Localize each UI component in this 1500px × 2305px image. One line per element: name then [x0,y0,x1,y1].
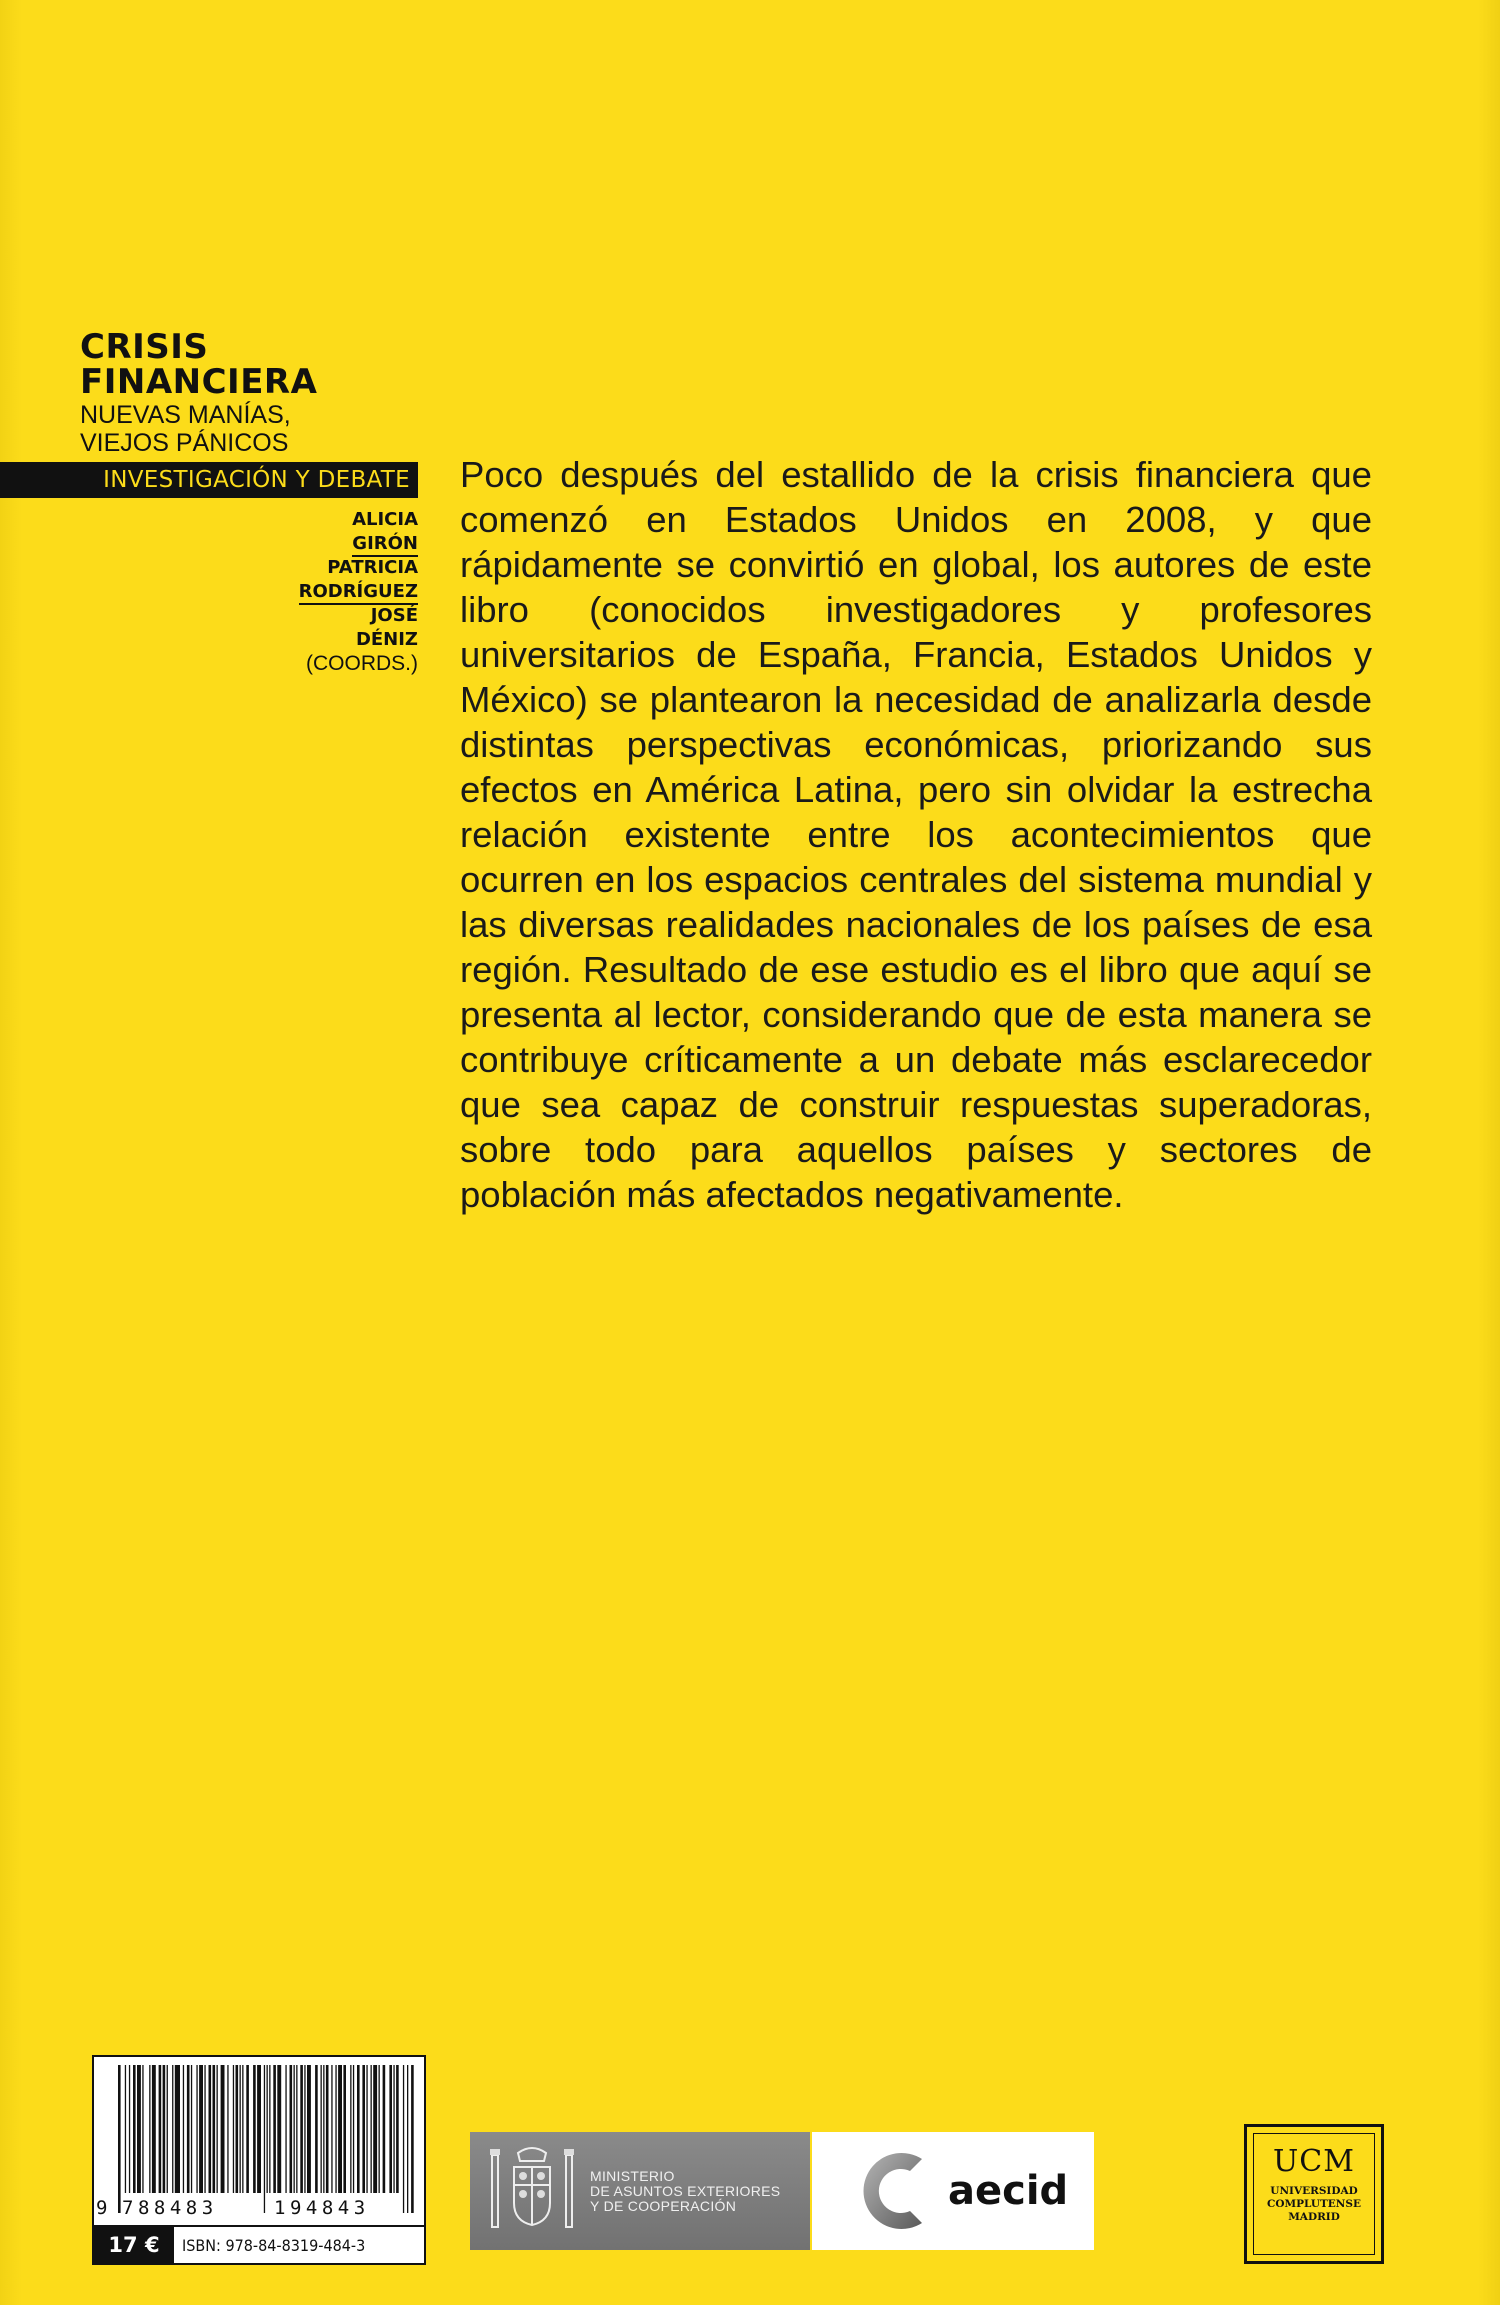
barcode-bar [383,2065,386,2193]
barcode-bar [343,2065,346,2193]
barcode-bar [246,2065,249,2193]
ucm-name [1254,2185,1374,2224]
barcode-bar [296,2065,297,2193]
barcode-bar [240,2065,241,2193]
barcode-bar [371,2065,372,2193]
barcode-bar [273,2065,276,2193]
barcode-bar [335,2065,336,2193]
barcode-bar [175,2065,180,2193]
barcode-bar [264,2065,265,2213]
barcode-bar [403,2065,404,2213]
barcode-bar [257,2065,261,2193]
barcode-bar [199,2065,203,2193]
barcode-bar [152,2065,156,2193]
barcode-bar [196,2065,197,2193]
book-title-line1: CRISIS [80,327,209,367]
ministry-name-line: MINISTERIO [590,2167,675,2184]
barcode-bar [118,2065,121,2213]
barcode-bar [209,2065,212,2193]
barcode-bar [149,2065,150,2193]
ucm-logo [1244,2124,1384,2264]
title-block [80,327,420,457]
barcode-bar [362,2065,365,2193]
book-subtitle-line1: NUEVAS MANÍAS, [80,401,291,429]
barcode-bar [315,2065,318,2193]
ucm-name-line: COMPLUTENSE [1267,2198,1361,2210]
barcode-bar [338,2065,342,2193]
barcode-bar [159,2065,162,2193]
barcode-bar [396,2065,399,2193]
barcode-bar [411,2065,414,2213]
barcode-bar [307,2065,311,2193]
author-first-name: PATRICIA [327,557,418,578]
book-title-line2: FINANCIERA [80,362,318,402]
author-first-name: ALICIA [352,509,418,530]
author-last-name: DÉNIZ [355,629,418,650]
barcode-bar [277,2065,281,2193]
barcode-bar [331,2065,332,2193]
ministry-name-line: DE ASUNTOS EXTERIORES [590,2182,781,2199]
barcode-digit-first: 9 [96,2197,108,2219]
barcode-bar [221,2065,225,2193]
coordinators-label: (COORDS.) [306,652,418,675]
author-last-name: GIRÓN [352,533,418,557]
barcode-digits [94,2195,424,2225]
price-row [94,2225,424,2263]
barcode-bar [294,2065,295,2193]
barcode-bar [129,2065,130,2193]
aecid-logo [812,2132,1094,2250]
ministry-name-line: Y DE COOPERACIÓN [590,2197,737,2214]
aecid-c-icon [852,2141,942,2241]
barcode-bar [267,2065,268,2193]
barcode-bar [304,2065,305,2193]
barcode-bar [236,2065,239,2193]
barcode-bar [269,2065,270,2193]
barcode-bar [137,2065,141,2193]
barcode-bar [407,2065,408,2213]
barcode-digits-left: 788483 [122,2197,218,2219]
barcode-bar [393,2065,394,2193]
ucm-name-line: UNIVERSIDAD [1270,2185,1358,2197]
barcode-box [92,2055,426,2265]
ministry-name [590,2169,780,2214]
barcode-bar [379,2065,380,2193]
barcode-bar [217,2065,218,2193]
isbn: ISBN: 978-84-8319-484-3 [182,2235,366,2255]
coat-of-arms-icon [484,2141,580,2241]
author-last-name: RODRÍGUEZ [299,581,418,605]
barcode-bar [133,2065,136,2193]
book-subtitle-line2: VIEJOS PÁNICOS [80,429,289,457]
barcode-bar [300,2065,303,2193]
barcode-bar [285,2065,286,2193]
barcode-bar [172,2065,173,2193]
barcode-bar [373,2065,377,2193]
aecid-wordmark: aecid [948,2168,1069,2214]
ucm-name-line: MADRID [1288,2211,1340,2223]
barcode-bar [142,2065,143,2193]
barcode-bar [389,2065,392,2193]
barcode-bar [353,2065,354,2193]
barcode-bar [163,2065,166,2193]
barcode-bar [227,2065,228,2193]
barcode-digits-right: 194843 [274,2197,370,2219]
barcode-bar [187,2065,190,2193]
barcode-bar [242,2065,243,2193]
barcode-bar [350,2065,351,2193]
barcode-bar [191,2065,192,2193]
price: 17 € [94,2227,174,2263]
barcode-bar [357,2065,360,2193]
barcode-bar [321,2065,322,2193]
author-first-name: JOSÉ [370,605,418,626]
barcode-bar [125,2065,126,2193]
barcode-bar [204,2065,205,2193]
barcode-bar [183,2065,184,2193]
barcode-bar [323,2065,324,2193]
barcode-bar [366,2065,367,2193]
series-label: INVESTIGACIÓN Y DEBATE [0,462,418,498]
barcode-bar [233,2065,234,2193]
ministry-logo [470,2132,810,2250]
barcode-icon [100,2065,418,2215]
barcode-bar [326,2065,329,2193]
barcode-bar [167,2065,168,2193]
barcode-bar [253,2065,256,2193]
barcode-bar [290,2065,293,2193]
book-description: Poco después del estallido de la crisis financiera que comenzó en Estados Unidos en 2008, y que rápidamente se convirtió en global, los autores de este libro (conocidos investigadores y profesores universitarios de España, Francia, Estados Unidos y México) se plantearon la necesidad de analizarla desde distintas perspectivas económicas, priorizando sus efectos en América Latina, pero sin olvidar la estrecha relación existente entre los acontecimientos que ocurren en los espacios centrales del sistema mundial y las diversas realidades nacionales de los países de esa región. Resultado de ese estudio es el libro que aquí se presenta al lector, considerando que de esta manera se contribuye críticamente a un debate más esclarecedor que sea capaz de construir respuestas superadoras, sobre todo para aquellos países y sectores de población más afectados negativamente. [460,454,1372,1215]
barcode-bar [213,2065,216,2193]
ucm-mark: UCM [1273,2144,1355,2179]
authors-list [200,508,418,676]
